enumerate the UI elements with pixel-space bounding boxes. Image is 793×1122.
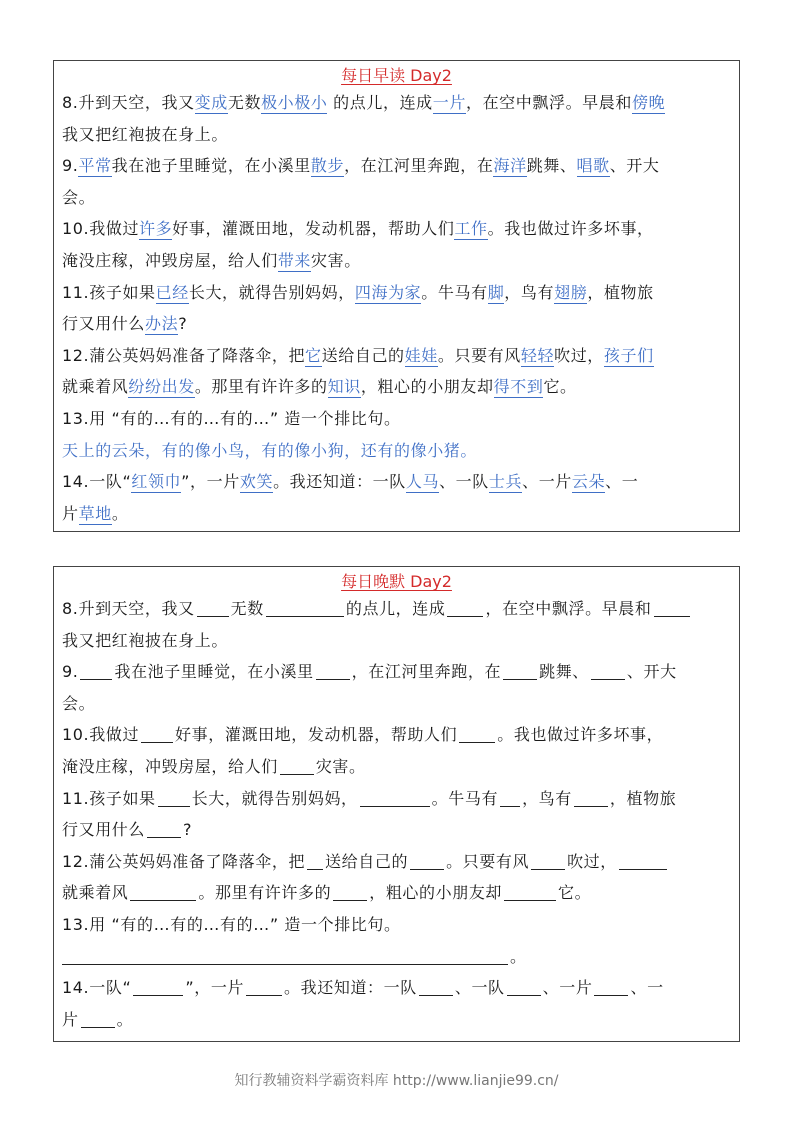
answer: 知识 bbox=[327, 377, 361, 397]
morning-line-10a: 10.我做过许多好事，灌溉田地，发动机器，帮助人们工作。我也做过许多坏事， bbox=[62, 219, 654, 239]
morning-title: 每日早读 Day2 bbox=[341, 66, 452, 85]
answer-sentence: 天上的云朵，有的像小鸟，有的像小狗，还有的像小猪。 bbox=[62, 440, 478, 460]
answer: 娃娃 bbox=[404, 345, 438, 365]
blank[interactable] bbox=[133, 979, 183, 996]
evening-line-8a: 8.升到天空，我又 无数 的点儿，连成 ，在空中飘浮。早晨和 bbox=[62, 593, 731, 625]
morning-line-14b: 片草地。 bbox=[62, 503, 129, 523]
answer: 办法 bbox=[145, 314, 179, 334]
answer: 草地 bbox=[78, 503, 112, 523]
blank[interactable] bbox=[147, 821, 181, 838]
evening-line-14a: 14.一队“ ”，一片 。我还知道：一队 、一队 、一片 、一 bbox=[62, 978, 664, 998]
answer: 变成 bbox=[194, 93, 228, 112]
morning-line-9a: 9.平常我在池子里睡觉，在小溪里散步，在江河里奔跑，在海洋跳舞、唱歌、开大 bbox=[62, 156, 660, 176]
blank[interactable] bbox=[333, 884, 367, 901]
evening-line-12a: 12.蒲公英妈妈准备了降落伞，把 送给自己的 。只要有风 吹过， bbox=[62, 846, 731, 878]
answer: 红领巾 bbox=[131, 472, 182, 492]
blank[interactable] bbox=[654, 600, 690, 617]
answer: 工作 bbox=[454, 219, 488, 239]
answer: 平常 bbox=[78, 156, 112, 176]
evening-line-13b: 。 bbox=[62, 941, 731, 973]
blank[interactable] bbox=[447, 600, 483, 617]
morning-line-13a: 13.用 “有的…有的…有的…” 造一个排比句。 bbox=[62, 408, 401, 428]
evening-line-10a: 10.我做过 好事，灌溉田地，发动机器，帮助人们 。我也做过许多坏事， bbox=[62, 725, 664, 745]
answer: 它 bbox=[305, 345, 322, 365]
blank[interactable] bbox=[360, 790, 430, 807]
evening-title: 每日晚默 Day2 bbox=[341, 572, 452, 591]
morning-line-11a: 11.孩子如果已经长大，就得告别妈妈，四海为家。牛马有脚，鸟有翅膀，植物旅 bbox=[62, 282, 654, 302]
evening-line-9a: 9. 我在池子里睡觉，在小溪里 ，在江河里奔跑，在 跳舞、 、开大 bbox=[62, 662, 677, 682]
blank[interactable] bbox=[619, 853, 667, 870]
evening-line-11b: 行又用什么 ? bbox=[62, 820, 193, 840]
blank[interactable] bbox=[574, 790, 608, 807]
answer: 翅膀 bbox=[554, 282, 588, 302]
answer: 轻轻 bbox=[520, 345, 555, 365]
blank[interactable] bbox=[410, 853, 444, 870]
morning-line-10b: 淹没庄稼，冲毁房屋，给人们带来灾害。 bbox=[62, 250, 361, 270]
answer: 云朵 bbox=[571, 472, 606, 492]
blank[interactable] bbox=[246, 979, 282, 996]
blank[interactable] bbox=[81, 1011, 115, 1028]
morning-reading-panel bbox=[53, 60, 740, 532]
morning-line-12b: 就乘着风纷纷出发。那里有许许多的知识，粗心的小朋友却得不到它。 bbox=[62, 377, 577, 397]
answer: 许多 bbox=[139, 219, 173, 239]
answer: 四海为家 bbox=[354, 282, 422, 302]
answer-line[interactable] bbox=[62, 948, 508, 965]
evening-line-8b: 我又把红袍披在身上。 bbox=[62, 630, 229, 650]
blank[interactable] bbox=[459, 726, 495, 743]
blank[interactable] bbox=[266, 600, 344, 617]
blank[interactable] bbox=[531, 853, 565, 870]
footer-watermark: 知行教辅资料学霸资料库 http://www.lianjie99.cn/ bbox=[234, 1073, 559, 1089]
evening-line-12b: 就乘着风 。那里有许许多的 ，粗心的小朋友却 它。 bbox=[62, 883, 592, 903]
blank[interactable] bbox=[307, 853, 323, 870]
evening-line-10b: 淹没庄稼，冲毁房屋，给人们 灾害。 bbox=[62, 756, 366, 776]
morning-line-14a: 14.一队“红领巾”，一片欢笑。我还知道：一队人马、一队士兵、一片云朵、一 bbox=[62, 472, 639, 492]
blank[interactable] bbox=[419, 979, 453, 996]
evening-line-13a: 13.用 “有的…有的…有的…” 造一个排比句。 bbox=[62, 914, 401, 934]
answer: 极小极小 bbox=[261, 93, 328, 112]
blank[interactable] bbox=[280, 758, 314, 775]
blank[interactable] bbox=[504, 884, 556, 901]
answer: 孩子们 bbox=[603, 345, 654, 365]
blank[interactable] bbox=[507, 979, 541, 996]
blank[interactable] bbox=[503, 663, 537, 680]
evening-line-9b: 会。 bbox=[62, 693, 96, 713]
morning-line-8a: 8.升到天空，我又变成无数极小极小 的点儿，连成一片，在空中飘浮。早晨和傍晚 bbox=[62, 93, 666, 112]
answer: 一片 bbox=[432, 93, 466, 112]
answer: 士兵 bbox=[488, 472, 523, 492]
answer: 纷纷出发 bbox=[128, 377, 195, 397]
blank[interactable] bbox=[316, 663, 350, 680]
blank[interactable] bbox=[594, 979, 628, 996]
blank[interactable] bbox=[591, 663, 625, 680]
blank[interactable] bbox=[158, 790, 190, 807]
answer: 散步 bbox=[310, 156, 345, 176]
morning-line-8b: 我又把红袍披在身上。 bbox=[62, 124, 229, 144]
morning-line-12a: 12.蒲公英妈妈准备了降落伞，把它送给自己的娃娃。只要有风轻轻吹过，孩子们 bbox=[62, 345, 654, 365]
blank[interactable] bbox=[197, 600, 229, 617]
blank[interactable] bbox=[130, 884, 196, 901]
answer: 傍晚 bbox=[632, 93, 666, 112]
morning-line-9b: 会。 bbox=[62, 187, 96, 207]
answer: 海洋 bbox=[493, 156, 527, 176]
evening-dictation-panel bbox=[53, 566, 740, 1042]
answer: 人马 bbox=[405, 472, 440, 492]
evening-line-14b: 片 。 bbox=[62, 1009, 134, 1029]
answer: 带来 bbox=[277, 250, 312, 270]
blank[interactable] bbox=[141, 726, 173, 743]
morning-line-11b: 行又用什么办法? bbox=[62, 314, 188, 334]
blank[interactable] bbox=[500, 790, 520, 807]
blank[interactable] bbox=[80, 663, 112, 680]
evening-line-11a: 11.孩子如果 长大，就得告别妈妈， 。牛马有 ，鸟有 ，植物旅 bbox=[62, 788, 677, 808]
answer: 欢笑 bbox=[239, 472, 274, 492]
answer: 已经 bbox=[155, 282, 189, 302]
answer: 唱歌 bbox=[576, 156, 610, 176]
answer: 脚 bbox=[487, 282, 505, 302]
answer: 得不到 bbox=[493, 377, 544, 397]
morning-line-13b bbox=[62, 435, 731, 467]
